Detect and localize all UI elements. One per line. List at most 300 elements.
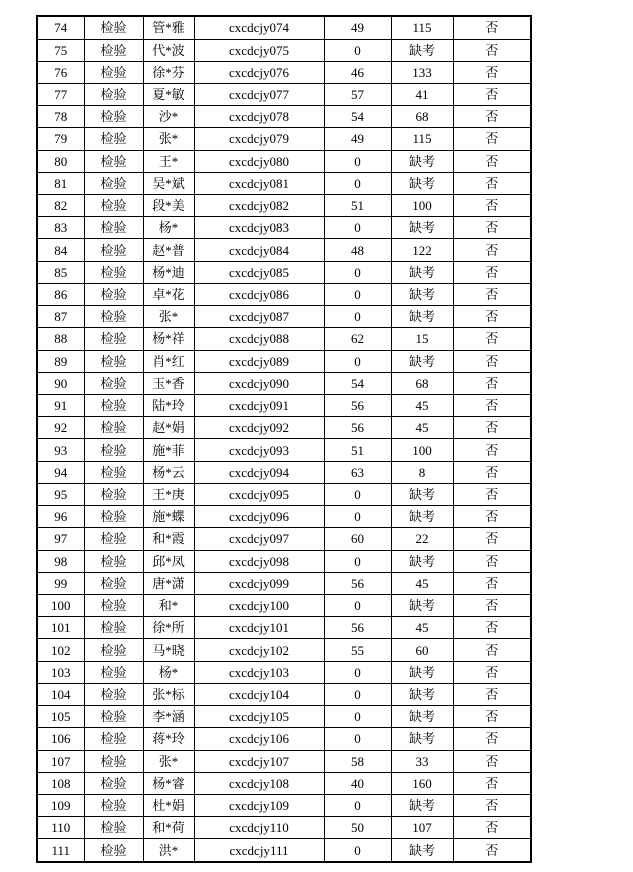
cell-result-or-absent: 33 — [391, 750, 453, 772]
cell-flag: 否 — [453, 572, 531, 594]
cell-seq-number: 82 — [37, 195, 84, 217]
cell-flag: 否 — [453, 639, 531, 661]
cell-result-or-absent: 100 — [391, 195, 453, 217]
cell-result-or-absent: 133 — [391, 61, 453, 83]
cell-seq-number: 78 — [37, 106, 84, 128]
table-row — [37, 395, 531, 417]
cell-seq-number: 107 — [37, 750, 84, 772]
cell-result-or-absent: 41 — [391, 83, 453, 105]
cell-position: 检验 — [84, 661, 143, 683]
cell-seq-number: 96 — [37, 506, 84, 528]
cell-result-or-absent: 缺考 — [391, 839, 453, 862]
cell-seq-number: 99 — [37, 572, 84, 594]
cell-result-or-absent: 缺考 — [391, 172, 453, 194]
cell-flag: 否 — [453, 261, 531, 283]
cell-score: 50 — [324, 817, 391, 839]
cell-exam-code: cxcdcjy106 — [194, 728, 324, 750]
cell-exam-code: cxcdcjy107 — [194, 750, 324, 772]
cell-score: 0 — [324, 594, 391, 616]
cell-seq-number: 111 — [37, 839, 84, 862]
cell-seq-number: 101 — [37, 617, 84, 639]
cell-score: 55 — [324, 639, 391, 661]
cell-score: 0 — [324, 261, 391, 283]
cell-seq-number: 110 — [37, 817, 84, 839]
cell-flag: 否 — [453, 61, 531, 83]
cell-result-or-absent: 45 — [391, 617, 453, 639]
cell-flag: 否 — [453, 550, 531, 572]
cell-score: 49 — [324, 128, 391, 150]
cell-candidate-name: 管*雅 — [143, 16, 194, 39]
cell-score: 58 — [324, 750, 391, 772]
cell-flag: 否 — [453, 772, 531, 794]
cell-candidate-name: 徐*所 — [143, 617, 194, 639]
cell-score: 0 — [324, 150, 391, 172]
cell-position: 检验 — [84, 639, 143, 661]
cell-result-or-absent: 缺考 — [391, 550, 453, 572]
cell-exam-code: cxcdcjy104 — [194, 683, 324, 705]
cell-exam-code: cxcdcjy088 — [194, 328, 324, 350]
cell-exam-code: cxcdcjy094 — [194, 461, 324, 483]
cell-score: 0 — [324, 728, 391, 750]
cell-score: 0 — [324, 550, 391, 572]
cell-exam-code: cxcdcjy085 — [194, 261, 324, 283]
cell-result-or-absent: 缺考 — [391, 706, 453, 728]
cell-exam-code: cxcdcjy083 — [194, 217, 324, 239]
cell-position: 检验 — [84, 261, 143, 283]
cell-flag: 否 — [453, 395, 531, 417]
cell-result-or-absent: 115 — [391, 16, 453, 39]
table-row — [37, 172, 531, 194]
cell-candidate-name: 段*美 — [143, 195, 194, 217]
cell-candidate-name: 玉*香 — [143, 372, 194, 394]
cell-position: 检验 — [84, 172, 143, 194]
cell-position: 检验 — [84, 61, 143, 83]
table-row — [37, 706, 531, 728]
table-row — [37, 372, 531, 394]
cell-score: 0 — [324, 283, 391, 305]
cell-result-or-absent: 22 — [391, 528, 453, 550]
cell-flag: 否 — [453, 239, 531, 261]
cell-position: 检验 — [84, 839, 143, 862]
cell-candidate-name: 张* — [143, 750, 194, 772]
cell-position: 检验 — [84, 217, 143, 239]
table-row — [37, 61, 531, 83]
cell-flag: 否 — [453, 817, 531, 839]
cell-exam-code: cxcdcjy095 — [194, 483, 324, 505]
cell-candidate-name: 徐*芬 — [143, 61, 194, 83]
cell-score: 0 — [324, 706, 391, 728]
cell-candidate-name: 和*荷 — [143, 817, 194, 839]
cell-seq-number: 98 — [37, 550, 84, 572]
cell-seq-number: 90 — [37, 372, 84, 394]
cell-exam-code: cxcdcjy097 — [194, 528, 324, 550]
cell-seq-number: 92 — [37, 417, 84, 439]
cell-exam-code: cxcdcjy101 — [194, 617, 324, 639]
cell-score: 56 — [324, 395, 391, 417]
cell-exam-code: cxcdcjy086 — [194, 283, 324, 305]
cell-candidate-name: 马*晓 — [143, 639, 194, 661]
cell-result-or-absent: 107 — [391, 817, 453, 839]
cell-flag: 否 — [453, 195, 531, 217]
cell-seq-number: 95 — [37, 483, 84, 505]
cell-exam-code: cxcdcjy096 — [194, 506, 324, 528]
cell-candidate-name: 肖*红 — [143, 350, 194, 372]
table-row — [37, 150, 531, 172]
cell-result-or-absent: 缺考 — [391, 261, 453, 283]
cell-flag: 否 — [453, 83, 531, 105]
cell-seq-number: 85 — [37, 261, 84, 283]
cell-result-or-absent: 45 — [391, 417, 453, 439]
cell-position: 检验 — [84, 239, 143, 261]
table-row — [37, 683, 531, 705]
cell-result-or-absent: 缺考 — [391, 39, 453, 61]
cell-score: 54 — [324, 372, 391, 394]
cell-candidate-name: 蒋*玲 — [143, 728, 194, 750]
cell-position: 检验 — [84, 283, 143, 305]
table-row — [37, 83, 531, 105]
cell-flag: 否 — [453, 839, 531, 862]
cell-candidate-name: 吴*斌 — [143, 172, 194, 194]
cell-exam-code: cxcdcjy105 — [194, 706, 324, 728]
cell-result-or-absent: 缺考 — [391, 150, 453, 172]
cell-result-or-absent: 缺考 — [391, 506, 453, 528]
cell-position: 检验 — [84, 794, 143, 816]
cell-position: 检验 — [84, 195, 143, 217]
cell-position: 检验 — [84, 506, 143, 528]
cell-score: 62 — [324, 328, 391, 350]
table-row — [37, 239, 531, 261]
cell-score: 49 — [324, 16, 391, 39]
cell-exam-code: cxcdcjy078 — [194, 106, 324, 128]
cell-result-or-absent: 缺考 — [391, 594, 453, 616]
cell-candidate-name: 杜*娟 — [143, 794, 194, 816]
cell-flag: 否 — [453, 39, 531, 61]
cell-candidate-name: 夏*敏 — [143, 83, 194, 105]
cell-score: 56 — [324, 417, 391, 439]
cell-score: 51 — [324, 195, 391, 217]
table-row — [37, 195, 531, 217]
cell-result-or-absent: 8 — [391, 461, 453, 483]
table-row — [37, 217, 531, 239]
cell-candidate-name: 王* — [143, 150, 194, 172]
cell-score: 0 — [324, 506, 391, 528]
table-row — [37, 261, 531, 283]
cell-position: 检验 — [84, 306, 143, 328]
cell-position: 检验 — [84, 772, 143, 794]
cell-exam-code: cxcdcjy092 — [194, 417, 324, 439]
cell-flag: 否 — [453, 750, 531, 772]
cell-flag: 否 — [453, 172, 531, 194]
cell-seq-number: 108 — [37, 772, 84, 794]
cell-candidate-name: 唐*潇 — [143, 572, 194, 594]
cell-exam-code: cxcdcjy098 — [194, 550, 324, 572]
cell-result-or-absent: 115 — [391, 128, 453, 150]
cell-position: 检验 — [84, 150, 143, 172]
table-row — [37, 772, 531, 794]
cell-seq-number: 79 — [37, 128, 84, 150]
cell-result-or-absent: 68 — [391, 372, 453, 394]
cell-exam-code: cxcdcjy108 — [194, 772, 324, 794]
table-row — [37, 350, 531, 372]
cell-flag: 否 — [453, 328, 531, 350]
table-row — [37, 639, 531, 661]
cell-position: 检验 — [84, 817, 143, 839]
cell-score: 56 — [324, 572, 391, 594]
cell-exam-code: cxcdcjy074 — [194, 16, 324, 39]
cell-exam-code: cxcdcjy076 — [194, 61, 324, 83]
cell-candidate-name: 陆*玲 — [143, 395, 194, 417]
cell-score: 57 — [324, 83, 391, 105]
cell-flag: 否 — [453, 350, 531, 372]
cell-score: 0 — [324, 661, 391, 683]
cell-exam-code: cxcdcjy077 — [194, 83, 324, 105]
cell-score: 0 — [324, 683, 391, 705]
cell-position: 检验 — [84, 417, 143, 439]
cell-exam-code: cxcdcjy090 — [194, 372, 324, 394]
table-row — [37, 283, 531, 305]
cell-result-or-absent: 15 — [391, 328, 453, 350]
cell-position: 检验 — [84, 395, 143, 417]
cell-seq-number: 97 — [37, 528, 84, 550]
cell-position: 检验 — [84, 461, 143, 483]
cell-seq-number: 94 — [37, 461, 84, 483]
cell-seq-number: 84 — [37, 239, 84, 261]
cell-position: 检验 — [84, 39, 143, 61]
cell-exam-code: cxcdcjy091 — [194, 395, 324, 417]
cell-exam-code: cxcdcjy093 — [194, 439, 324, 461]
cell-flag: 否 — [453, 283, 531, 305]
cell-flag: 否 — [453, 217, 531, 239]
cell-exam-code: cxcdcjy084 — [194, 239, 324, 261]
cell-seq-number: 91 — [37, 395, 84, 417]
table-row — [37, 550, 531, 572]
cell-result-or-absent: 45 — [391, 395, 453, 417]
cell-candidate-name: 杨* — [143, 661, 194, 683]
table-row — [37, 106, 531, 128]
cell-flag: 否 — [453, 150, 531, 172]
cell-candidate-name: 施*蝶 — [143, 506, 194, 528]
cell-candidate-name: 代*波 — [143, 39, 194, 61]
cell-seq-number: 105 — [37, 706, 84, 728]
cell-exam-code: cxcdcjy103 — [194, 661, 324, 683]
cell-result-or-absent: 缺考 — [391, 661, 453, 683]
cell-score: 63 — [324, 461, 391, 483]
cell-seq-number: 80 — [37, 150, 84, 172]
cell-position: 检验 — [84, 728, 143, 750]
cell-seq-number: 77 — [37, 83, 84, 105]
cell-seq-number: 88 — [37, 328, 84, 350]
cell-flag: 否 — [453, 439, 531, 461]
table-row — [37, 617, 531, 639]
table-row — [37, 794, 531, 816]
cell-score: 56 — [324, 617, 391, 639]
cell-candidate-name: 杨*迪 — [143, 261, 194, 283]
table-row — [37, 328, 531, 350]
cell-result-or-absent: 缺考 — [391, 306, 453, 328]
cell-candidate-name: 赵*普 — [143, 239, 194, 261]
cell-position: 检验 — [84, 328, 143, 350]
cell-score: 0 — [324, 483, 391, 505]
table-row — [37, 439, 531, 461]
cell-seq-number: 74 — [37, 16, 84, 39]
cell-exam-code: cxcdcjy087 — [194, 306, 324, 328]
cell-score: 54 — [324, 106, 391, 128]
table-row — [37, 661, 531, 683]
cell-flag: 否 — [453, 306, 531, 328]
cell-candidate-name: 赵*娟 — [143, 417, 194, 439]
cell-score: 46 — [324, 61, 391, 83]
cell-exam-code: cxcdcjy075 — [194, 39, 324, 61]
cell-result-or-absent: 缺考 — [391, 728, 453, 750]
cell-flag: 否 — [453, 128, 531, 150]
cell-result-or-absent: 缺考 — [391, 483, 453, 505]
cell-candidate-name: 王*庚 — [143, 483, 194, 505]
cell-exam-code: cxcdcjy089 — [194, 350, 324, 372]
cell-seq-number: 83 — [37, 217, 84, 239]
cell-position: 检验 — [84, 128, 143, 150]
cell-candidate-name: 李*涵 — [143, 706, 194, 728]
cell-flag: 否 — [453, 106, 531, 128]
cell-candidate-name: 张* — [143, 306, 194, 328]
cell-seq-number: 81 — [37, 172, 84, 194]
cell-score: 48 — [324, 239, 391, 261]
cell-exam-code: cxcdcjy079 — [194, 128, 324, 150]
cell-flag: 否 — [453, 506, 531, 528]
table-row — [37, 506, 531, 528]
table-row — [37, 128, 531, 150]
cell-flag: 否 — [453, 417, 531, 439]
cell-score: 0 — [324, 350, 391, 372]
cell-score: 0 — [324, 39, 391, 61]
cell-seq-number: 102 — [37, 639, 84, 661]
cell-result-or-absent: 100 — [391, 439, 453, 461]
cell-score: 0 — [324, 217, 391, 239]
cell-exam-code: cxcdcjy102 — [194, 639, 324, 661]
cell-position: 检验 — [84, 439, 143, 461]
cell-flag: 否 — [453, 683, 531, 705]
table-row — [37, 39, 531, 61]
cell-flag: 否 — [453, 706, 531, 728]
cell-seq-number: 86 — [37, 283, 84, 305]
cell-position: 检验 — [84, 750, 143, 772]
cell-result-or-absent: 68 — [391, 106, 453, 128]
cell-exam-code: cxcdcjy111 — [194, 839, 324, 862]
cell-flag: 否 — [453, 16, 531, 39]
table-row — [37, 16, 531, 39]
cell-exam-code: cxcdcjy099 — [194, 572, 324, 594]
cell-candidate-name: 杨*祥 — [143, 328, 194, 350]
cell-position: 检验 — [84, 572, 143, 594]
cell-exam-code: cxcdcjy081 — [194, 172, 324, 194]
cell-exam-code: cxcdcjy100 — [194, 594, 324, 616]
cell-score: 60 — [324, 528, 391, 550]
cell-position: 检验 — [84, 683, 143, 705]
table-row — [37, 528, 531, 550]
cell-score: 0 — [324, 172, 391, 194]
cell-exam-code: cxcdcjy080 — [194, 150, 324, 172]
cell-candidate-name: 张*标 — [143, 683, 194, 705]
cell-flag: 否 — [453, 372, 531, 394]
cell-position: 检验 — [84, 617, 143, 639]
table-row — [37, 306, 531, 328]
cell-score: 51 — [324, 439, 391, 461]
cell-position: 检验 — [84, 594, 143, 616]
cell-flag: 否 — [453, 528, 531, 550]
cell-candidate-name: 杨*云 — [143, 461, 194, 483]
cell-position: 检验 — [84, 372, 143, 394]
table-row — [37, 417, 531, 439]
cell-position: 检验 — [84, 528, 143, 550]
cell-result-or-absent: 缺考 — [391, 283, 453, 305]
table-row — [37, 594, 531, 616]
cell-flag: 否 — [453, 617, 531, 639]
cell-result-or-absent: 160 — [391, 772, 453, 794]
cell-flag: 否 — [453, 794, 531, 816]
cell-score: 0 — [324, 306, 391, 328]
cell-candidate-name: 和* — [143, 594, 194, 616]
cell-position: 检验 — [84, 106, 143, 128]
cell-seq-number: 89 — [37, 350, 84, 372]
cell-seq-number: 75 — [37, 39, 84, 61]
cell-position: 检验 — [84, 350, 143, 372]
cell-position: 检验 — [84, 483, 143, 505]
cell-candidate-name: 杨* — [143, 217, 194, 239]
table-row — [37, 572, 531, 594]
cell-seq-number: 103 — [37, 661, 84, 683]
table-row — [37, 839, 531, 862]
cell-score: 0 — [324, 794, 391, 816]
cell-result-or-absent: 60 — [391, 639, 453, 661]
cell-position: 检验 — [84, 16, 143, 39]
cell-candidate-name: 沙* — [143, 106, 194, 128]
table-row — [37, 461, 531, 483]
cell-seq-number: 76 — [37, 61, 84, 83]
exam-results-table — [36, 15, 532, 863]
cell-flag: 否 — [453, 728, 531, 750]
cell-seq-number: 100 — [37, 594, 84, 616]
cell-flag: 否 — [453, 594, 531, 616]
table-row — [37, 817, 531, 839]
cell-exam-code: cxcdcjy110 — [194, 817, 324, 839]
cell-score: 0 — [324, 839, 391, 862]
cell-flag: 否 — [453, 461, 531, 483]
cell-flag: 否 — [453, 483, 531, 505]
cell-candidate-name: 施*菲 — [143, 439, 194, 461]
cell-seq-number: 93 — [37, 439, 84, 461]
cell-result-or-absent: 缺考 — [391, 217, 453, 239]
cell-seq-number: 104 — [37, 683, 84, 705]
cell-result-or-absent: 缺考 — [391, 350, 453, 372]
cell-seq-number: 106 — [37, 728, 84, 750]
cell-result-or-absent: 45 — [391, 572, 453, 594]
cell-position: 检验 — [84, 706, 143, 728]
cell-result-or-absent: 缺考 — [391, 794, 453, 816]
cell-score: 40 — [324, 772, 391, 794]
cell-candidate-name: 杨*睿 — [143, 772, 194, 794]
cell-result-or-absent: 缺考 — [391, 683, 453, 705]
cell-exam-code: cxcdcjy082 — [194, 195, 324, 217]
cell-candidate-name: 邱*凤 — [143, 550, 194, 572]
cell-seq-number: 87 — [37, 306, 84, 328]
table-row — [37, 750, 531, 772]
cell-position: 检验 — [84, 83, 143, 105]
cell-seq-number: 109 — [37, 794, 84, 816]
cell-position: 检验 — [84, 550, 143, 572]
cell-candidate-name: 卓*花 — [143, 283, 194, 305]
cell-exam-code: cxcdcjy109 — [194, 794, 324, 816]
cell-candidate-name: 洪* — [143, 839, 194, 862]
table-row — [37, 483, 531, 505]
